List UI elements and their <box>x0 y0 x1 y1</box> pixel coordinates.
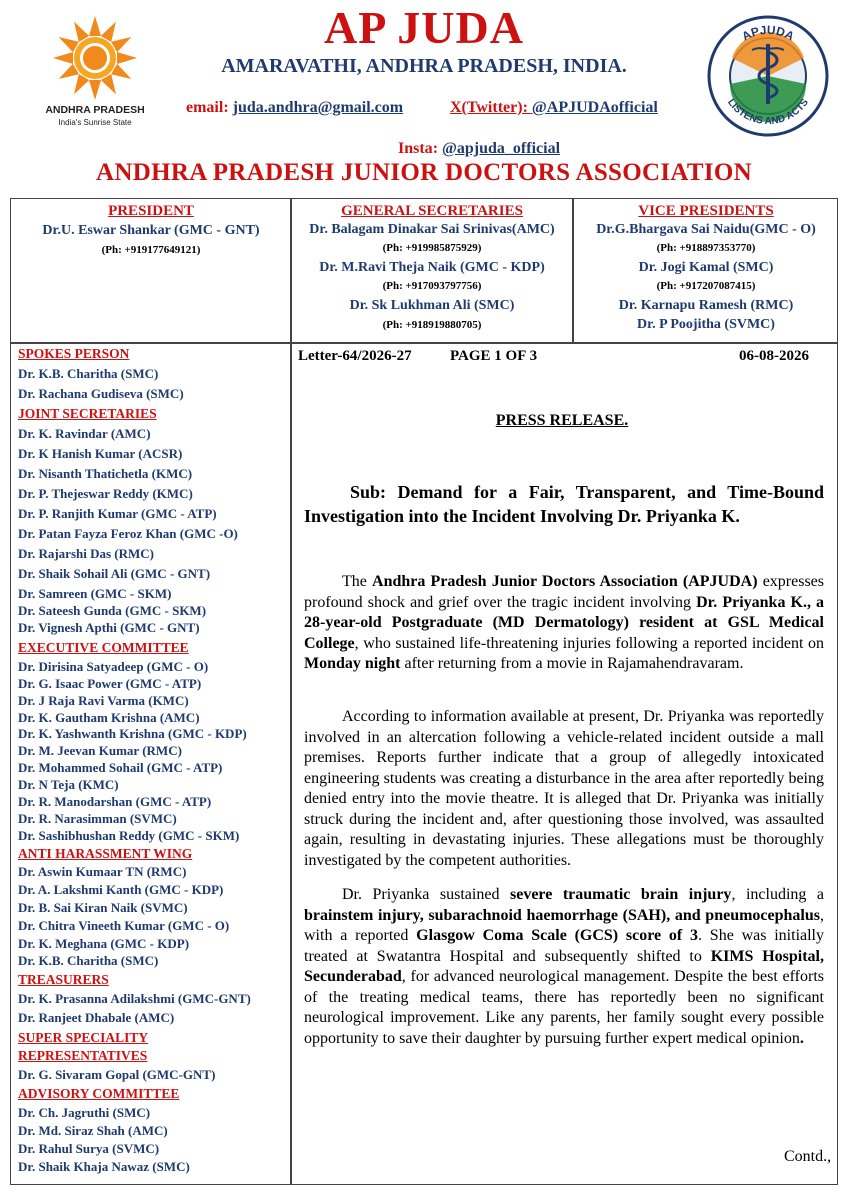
member-name: Dr. K.B. Charitha (SMC) <box>18 953 159 968</box>
text-run: The <box>342 573 373 590</box>
bold-run: severe traumatic brain injury <box>509 886 732 903</box>
member-name: Dr. Rahul Surya (SVMC) <box>18 1141 160 1156</box>
svg-text:LISTENS AND ACTS <box>725 97 811 127</box>
paragraph-1 <box>304 572 824 675</box>
org-location: AMARAVATHI, ANDHRA PRADESH, INDIA. <box>221 55 627 77</box>
member-name: Dr. Ch. Jagruthi (SMC) <box>18 1105 151 1120</box>
email-label: email <box>186 99 224 116</box>
member-name: Dr. K. Ravindar (AMC) <box>18 426 151 441</box>
ap-logo-tagline: India's Sunrise State <box>58 118 132 127</box>
insta-link[interactable]: @apjuda_official <box>442 140 561 157</box>
twitter-label: X(Twitter) <box>450 99 523 116</box>
bold-run: KIMS Hospital, Secunderabad <box>304 947 824 985</box>
letter-date: 06-08-2026 <box>739 348 809 364</box>
association-name: ANDHRA PRADESH JUNIOR DOCTORS ASSOCIATION <box>96 159 752 186</box>
bold-run: Andhra Pradesh Junior Doctors Association (APJUDA) <box>372 573 758 590</box>
section-heading: SPOKES PERSON <box>18 346 130 361</box>
subject-line: Sub: Demand for a Fair, Transparent, and Time-Bound Investigation into the Incident Involving Dr. Priyanka K. <box>304 482 824 526</box>
vp-heading: VICE PRESIDENTS <box>638 203 774 219</box>
president-phone: (Ph: +919177649121) <box>101 244 201 256</box>
president-name: Dr.U. Eswar Shankar (GMC - GNT) <box>42 223 260 238</box>
member-name: Dr. K. Prasanna Adilakshmi (GMC-GNT) <box>18 991 251 1006</box>
member-name: Dr. R. Manodarshan (GMC - ATP) <box>18 794 212 809</box>
vp-name: Dr. Karnapu Ramesh (RMC) <box>618 298 794 313</box>
member-name: Dr. Samreen (GMC - SKM) <box>18 586 172 601</box>
member-name: Dr. K. Meghana (GMC - KDP) <box>18 936 190 951</box>
text-run: , for advanced neurological management. Despite the best efforts of the treating medical teams, there has reportedly been no significant neurological improvement. Like any parents, her family sought every possible opportunity to save their daughter by pursuing further expert medical opinion <box>304 968 824 1047</box>
apjuda-logo-bottom-text: LISTENS AND ACTS <box>725 97 811 128</box>
section-heading: TREASURERS <box>18 972 109 987</box>
insta-contact: Insta: @apjuda_official <box>398 140 561 157</box>
gen-sec-phone: (Ph: +918919880705) <box>382 319 482 331</box>
member-name: Dr. Ranjeet Dhabale (AMC) <box>18 1010 175 1025</box>
section-heading: ANTI HARASSMENT WING <box>18 846 193 861</box>
member-name: Dr. Rajarshi Das (RMC) <box>18 546 155 561</box>
paragraph-3 <box>304 885 824 1049</box>
sun-emblem-icon <box>20 12 170 104</box>
member-name: Dr. Sateesh Gunda (GMC - SKM) <box>18 603 207 618</box>
member-name: Dr. Rachana Gudiseva (SMC) <box>18 386 184 401</box>
member-name: Dr. J Raja Ravi Varma (KMC) <box>18 693 189 708</box>
twitter-contact: X(Twitter): @APJUDAofficial <box>450 99 658 116</box>
bold-run: Monday night <box>304 655 401 672</box>
member-name: Dr. Shaik Sohail Ali (GMC - GNT) <box>18 566 211 581</box>
text-run: expresses profound shock and grief over the tragic incident involving <box>304 573 824 611</box>
member-name: Dr. Patan Fayza Feroz Khan (GMC -O) <box>18 526 238 541</box>
member-name: Dr. Chitra Vineeth Kumar (GMC - O) <box>18 918 230 933</box>
member-name: Dr. Md. Siraz Shah (AMC) <box>18 1123 168 1138</box>
gen-sec-name: Dr. Balagam Dinakar Sai Srinivas(AMC) <box>309 222 555 237</box>
member-name: Dr. K.B. Charitha (SMC) <box>18 366 159 381</box>
gen-sec-phone: (Ph: +919985875929) <box>382 242 482 254</box>
apjuda-logo-top-text: APJUDA <box>739 22 797 44</box>
bold-run: brainstem injury, subarachnoid haemorrhage (SAH), and pneumocephalus <box>304 906 820 924</box>
gen-sec-heading: GENERAL SECRETARIES <box>341 203 523 219</box>
sidebar-divider <box>290 198 292 1185</box>
ap-logo-name: ANDHRA PRADESH <box>45 104 145 116</box>
email-link[interactable]: juda.andhra@gmail.com <box>232 99 404 116</box>
letter-ref: Letter-64/2026-27 <box>298 348 412 364</box>
member-name: Dr. G. Sivaram Gopal (GMC-GNT) <box>18 1067 216 1082</box>
vp-name: Dr.G.Bhargava Sai Naidu(GMC - O) <box>596 222 816 237</box>
text-run: . She was initially treated at Swatantra Hospital and subsequently shifted to <box>304 927 825 965</box>
member-name: Dr. K Hanish Kumar (ACSR) <box>18 446 183 461</box>
member-name: Dr. R. Narasimman (SVMC) <box>18 811 177 826</box>
twitter-link[interactable]: @APJUDAofficial <box>531 99 658 116</box>
bold-run: Dr. Priyanka K., a 28-year-old Postgraduate (MD Dermatology) resident at GSL Medical College <box>304 593 825 652</box>
header-divider <box>10 342 838 344</box>
member-name: Dr. M. Jeevan Kumar (RMC) <box>18 743 182 758</box>
section-heading: ADVISORY COMMITTEE <box>18 1086 180 1101</box>
bold-run: Glasgow Coma Scale (GCS) score of 3 <box>416 927 699 944</box>
page-indicator: PAGE 1 OF 3 <box>450 348 538 364</box>
continued-note: Contd., <box>784 1148 832 1165</box>
insta-label: Insta <box>398 140 433 157</box>
vp-phone: (Ph: +917207087415) <box>656 280 756 292</box>
press-release-heading: PRESS RELEASE. <box>495 412 629 429</box>
gen-sec-phone: (Ph: +917093797756) <box>382 280 482 292</box>
svg-text:APJUDA <box>739 23 796 44</box>
member-name: Dr. Vignesh Apthi (GMC - GNT) <box>18 620 200 635</box>
bold-run: . <box>799 1029 804 1047</box>
gen-sec-name: Dr. M.Ravi Theja Naik (GMC - KDP) <box>319 260 545 275</box>
member-name: Dr. Aswin Kumaar TN (RMC) <box>18 864 187 879</box>
member-name: Dr. Sashibhushan Reddy (GMC - SKM) <box>18 828 240 843</box>
gen-sec-name: Dr. Sk Lukhman Ali (SMC) <box>349 298 515 313</box>
text-run: , including a <box>731 886 825 903</box>
andhra-pradesh-logo <box>20 12 170 157</box>
email-contact: email: juda.andhra@gmail.com <box>186 99 404 116</box>
section-heading: REPRESENTATIVES <box>18 1048 148 1063</box>
member-name: Dr. N Teja (KMC) <box>18 777 119 792</box>
text-run: , who sustained life-threatening injuries following a reported incident on <box>354 634 824 652</box>
member-name: Dr. G. Isaac Power (GMC - ATP) <box>18 676 202 691</box>
section-heading: SUPER SPECIALITY <box>18 1030 149 1045</box>
vp-phone: (Ph: +918897353770) <box>656 242 756 254</box>
text-run: Dr. Priyanka sustained <box>342 886 510 903</box>
member-name: Dr. P. Ranjith Kumar (GMC - ATP) <box>18 506 217 521</box>
org-title: AP JUDA <box>324 2 524 53</box>
section-heading: EXECUTIVE COMMITTEE <box>18 640 189 655</box>
member-name: Dr. Shaik Khaja Nawaz (SMC) <box>18 1159 190 1174</box>
section-heading: JOINT SECRETARIES <box>18 406 157 421</box>
text-run: after returning from a movie in Rajamahendravaram. <box>400 655 744 672</box>
member-name: Dr. Nisanth Thatichetla (KMC) <box>18 466 193 481</box>
vp-name: Dr. P Poojitha (SVMC) <box>637 317 775 332</box>
president-heading: PRESIDENT <box>108 203 194 219</box>
member-name: Dr. P. Thejeswar Reddy (KMC) <box>18 486 193 501</box>
member-name: Dr. Mohammed Sohail (GMC - ATP) <box>18 760 223 775</box>
member-name: Dr. K. Gautham Krishna (AMC) <box>18 710 200 725</box>
vp-name: Dr. Jogi Kamal (SMC) <box>638 260 774 275</box>
member-name: Dr. A. Lakshmi Kanth (GMC - KDP) <box>18 882 224 897</box>
member-name: Dr. B. Sai Kiran Naik (SVMC) <box>18 900 188 915</box>
text-run: , with a reported <box>304 906 824 944</box>
apjuda-logo <box>706 14 830 138</box>
member-name: Dr. K. Yashwanth Krishna (GMC - KDP) <box>18 726 247 741</box>
member-name: Dr. Dirisina Satyadeep (GMC - O) <box>18 659 209 674</box>
paragraph-2: According to information available at present, Dr. Priyanka was reportedly involved in an altercation following a vehicle-related incident outside a mall premises. Reports further indicate that a group of allegedly intoxicated engineering students was creating a disturbance in the area after reportedly being denied entry into the movie theatre. It is alleged that Dr. Priyanka was initially struck during the incident and, after questioning those involved, was assaulted again, resulting in devastating injuries. These allegations must be thoroughly investigated by the competent authorities. <box>304 708 824 869</box>
